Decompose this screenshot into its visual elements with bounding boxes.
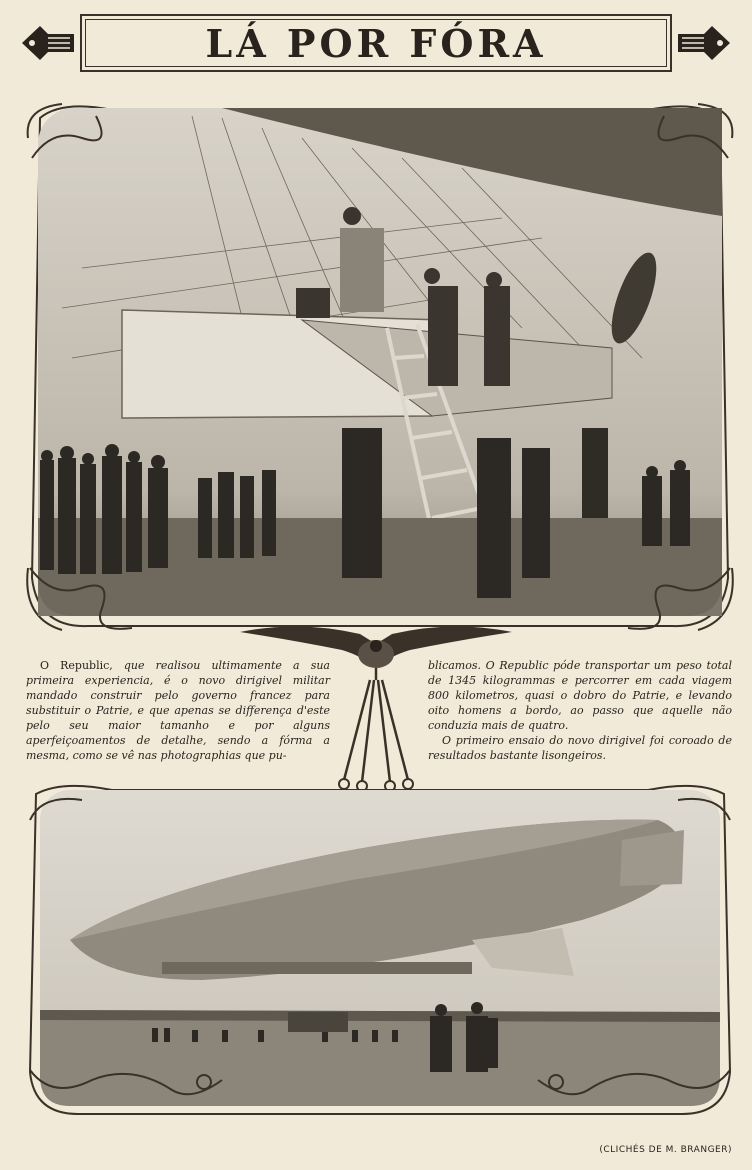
article-paragraph — [26, 658, 330, 763]
article-paragraph: O primeiro ensaio do novo dirigivel foi coroado de resultados bastante lisongeiros. — [428, 734, 732, 762]
airship-flight-photo — [22, 780, 738, 1120]
page-title: LÁ POR FÓRA — [205, 21, 547, 66]
left-ornament-icon — [18, 12, 80, 74]
title-box — [80, 14, 672, 72]
photo-credit: (CLICHÉS DE M. BRANGER) — [599, 1145, 732, 1155]
right-ornament-icon — [672, 12, 734, 74]
article-text: que realisou ultimamente a sua primeira experiencia, é o novo dirigivel militar mandado construir pelo governo francez para substituir o Patrie, e que apenas se differença d'este pelo seu maior tamanho e por alguns aperfeiçoamentos de detalhe, sendo a fórma a mesma, como se vê nas photographias que pu- — [26, 659, 330, 762]
article-column-right — [428, 658, 732, 763]
article-lead: O Republic, — [40, 659, 113, 672]
page-header — [18, 8, 734, 80]
top-photo-frame — [22, 98, 738, 642]
article-paragraph: blicamos. O Republic póde transportar um peso total de 1345 kilogrammas e percorrer em cada viagem 800 kilometros, quasi o dobro do Patrie, e levando oito homens a bordo, ao passo que aquelle não conduzia mais de quatro. — [428, 659, 732, 732]
bottom-photo-frame — [22, 780, 738, 1120]
article-column-left — [26, 658, 330, 763]
airship-gondola-photo — [22, 98, 738, 642]
